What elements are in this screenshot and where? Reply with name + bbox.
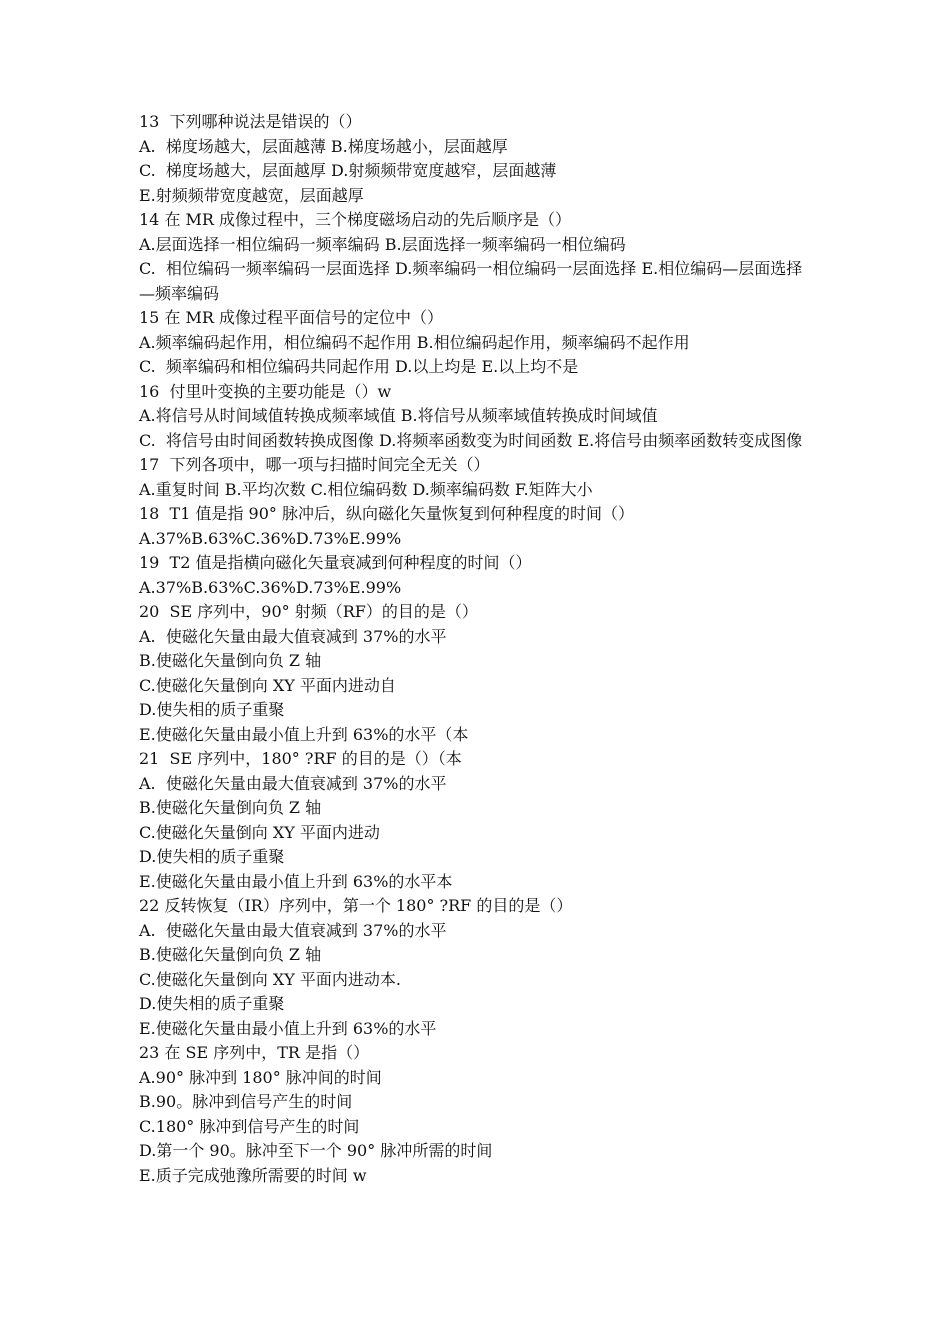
question-21-stem: 21 SE 序列中，180° ?RF 的目的是（）（本 bbox=[139, 749, 462, 768]
question-15-stem: 15 在 MR 成像过程平面信号的定位中（） bbox=[139, 308, 444, 327]
question-13-stem: 13 下列哪种说法是错误的（） bbox=[139, 112, 362, 131]
question-19-options: A.37%B.63%C.36%D.73%E.99% bbox=[139, 577, 402, 597]
question-16-options-ab: A.将信号从时间域值转换成频率域值 B.将信号从频率域值转换成时间域值 bbox=[139, 406, 658, 425]
question-22-option-d: D.使失相的质子重聚 bbox=[139, 994, 285, 1013]
question-13-options-cd: C. 梯度场越大，层面越厚 D.射频频带宽度越窄，层面越薄 bbox=[139, 161, 557, 180]
question-23-option-b: B.90。脉冲到信号产生的时间 bbox=[139, 1092, 353, 1111]
question-23-option-e: E.质子完成弛豫所需要的时间 w bbox=[139, 1165, 367, 1185]
question-22-option-c: C.使磁化矢量倒向 XY 平面内进动本. bbox=[139, 969, 401, 989]
question-21-option-b: B.使磁化矢量倒向负 Z 轴 bbox=[139, 798, 322, 817]
question-16-stem: 16 付里叶变换的主要功能是（）w bbox=[139, 381, 392, 401]
question-15-options-cde: C. 频率编码和相位编码共同起作用 D.以上均是 E.以上均不是 bbox=[139, 357, 579, 376]
question-14-options-cde: C. 相位编码一频率编码一层面选择 D.频率编码一相位编码一层面选择 E.相位编码—层面选择—频率编码 bbox=[139, 259, 803, 303]
question-21-option-a: A. 使磁化矢量由最大值衰减到 37%的水平 bbox=[139, 773, 447, 793]
question-23-option-c: C.180° 脉冲到信号产生的时间 bbox=[139, 1116, 360, 1136]
question-23-option-d: D.第一个 90。脉冲至下一个 90° 脉冲所需的时间 bbox=[139, 1141, 493, 1160]
question-20-stem: 20 SE 序列中，90° 射频（RF）的目的是（） bbox=[139, 602, 478, 621]
question-14-options-ab: A.层面选择一相位编码一频率编码 B.层面选择一频率编码一相位编码 bbox=[139, 234, 626, 254]
question-20-option-c: C.使磁化矢量倒向 XY 平面内进动自 bbox=[139, 675, 396, 695]
question-18-options: A.37%B.63%C.36%D.73%E.99% bbox=[139, 528, 402, 548]
question-22-option-e: E.使磁化矢量由最小值上升到 63%的水平 bbox=[139, 1018, 437, 1038]
question-19-stem: 19 T2 值是指横向磁化矢量衰减到何种程度的时间（） bbox=[139, 553, 532, 572]
question-20-option-b: B.使磁化矢量倒向负 Z 轴 bbox=[139, 651, 322, 670]
question-22-option-a: A. 使磁化矢量由最大值衰减到 37%的水平 bbox=[139, 920, 447, 940]
question-21-option-e: E.使磁化矢量由最小值上升到 63%的水平本 bbox=[139, 871, 453, 891]
question-20-option-e: E.使磁化矢量由最小值上升到 63%的水平（本 bbox=[139, 724, 469, 744]
question-13-options-ab: A. 梯度场越大，层面越薄 B.梯度场越小，层面越厚 bbox=[139, 136, 508, 156]
question-22-option-b: B.使磁化矢量倒向负 Z 轴 bbox=[139, 945, 322, 964]
question-17-stem: 17 下列各项中，哪一项与扫描时间完全无关（） bbox=[139, 455, 490, 474]
question-13-option-e: E.射频频带宽度越宽，层面越厚 bbox=[139, 185, 364, 205]
question-20-option-d: D.使失相的质子重聚 bbox=[139, 700, 285, 719]
question-16-options-cde: C. 将信号由时间函数转换成图像 D.将频率函数变为时间函数 E.将信号由频率函数转变成图像 bbox=[139, 430, 803, 450]
question-14-stem: 14 在 MR 成像过程中，三个梯度磁场启动的先后顺序是（） bbox=[139, 210, 572, 229]
question-18-stem: 18 T1 值是指 90° 脉冲后，纵向磁化矢量恢复到何种程度的时间（） bbox=[139, 504, 635, 523]
question-15-options-ab: A.频率编码起作用，相位编码不起作用 B.相位编码起作用，频率编码不起作用 bbox=[139, 332, 690, 352]
question-22-stem: 22 反转恢复（IR）序列中，第一个 180° ?RF 的目的是（） bbox=[139, 896, 573, 915]
question-17-options: A.重复时间 B.平均次数 C.相位编码数 D.频率编码数 F.矩阵大小 bbox=[139, 479, 593, 499]
question-23-option-a: A.90° 脉冲到 180° 脉冲间的时间 bbox=[139, 1067, 382, 1087]
question-21-option-d: D.使失相的质子重聚 bbox=[139, 847, 285, 866]
question-23-stem: 23 在 SE 序列中，TR 是指（） bbox=[139, 1043, 370, 1062]
question-20-option-a: A. 使磁化矢量由最大值衰减到 37%的水平 bbox=[139, 626, 447, 646]
document-body bbox=[139, 110, 811, 1188]
question-21-option-c: C.使磁化矢量倒向 XY 平面内进动 bbox=[139, 822, 380, 842]
